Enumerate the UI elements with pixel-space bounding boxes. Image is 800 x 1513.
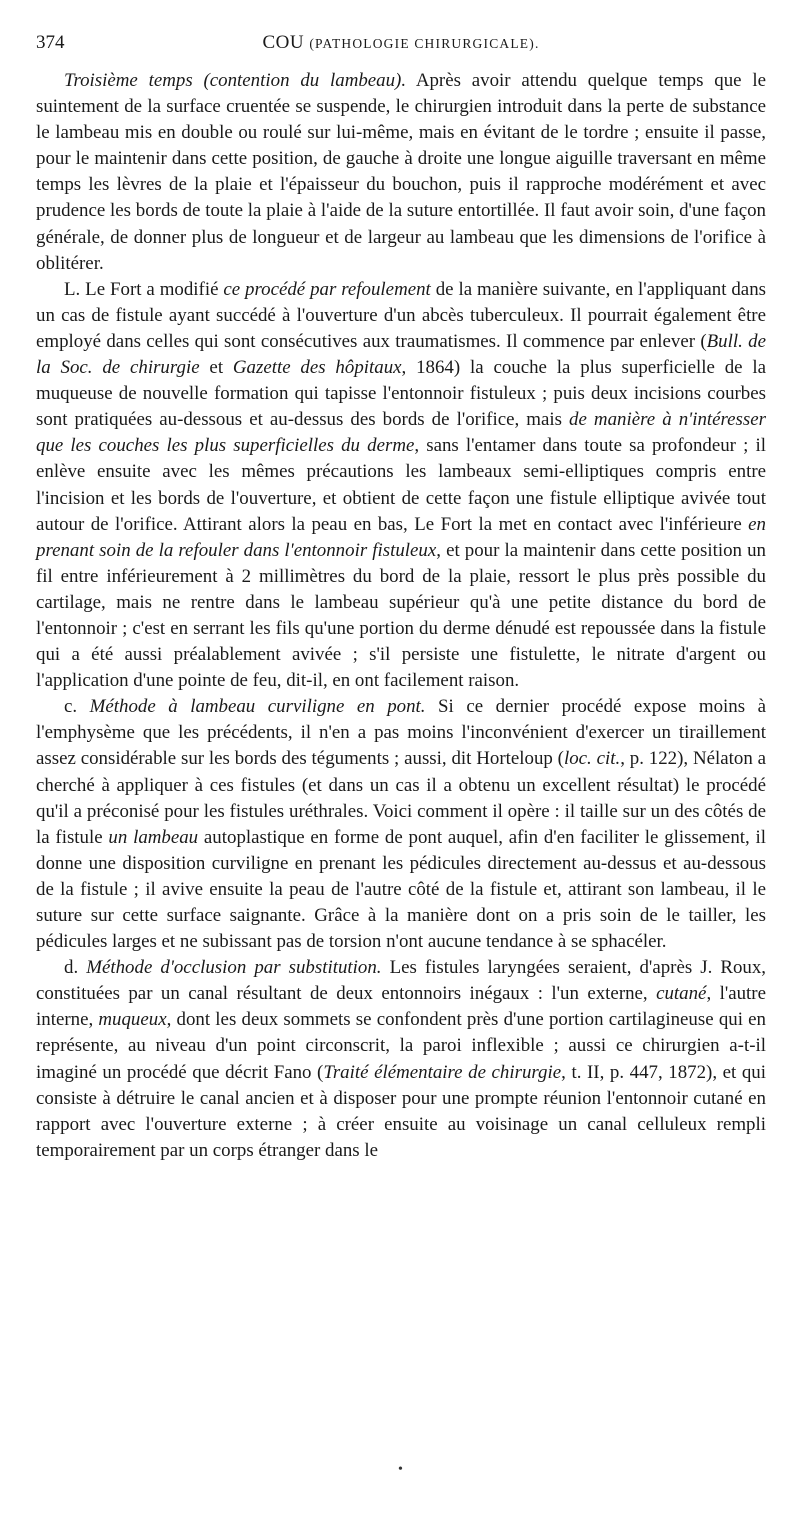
italic-run: Méthode d'occlusion par substitution. [86, 957, 382, 979]
paragraph-method-c [36, 694, 766, 955]
page-header [36, 30, 766, 60]
paragraph-le-fort [36, 277, 766, 695]
document-page [36, 30, 766, 1164]
text-run: , dont les deux sommets se confondent près d'une portion cartilagineuse qui en représente, au niveau d'un point circonscrit, la paroi inflexible ; aussi ce chirurgien a-t-il imaginé un procédé que décrit Fano ( [36, 1009, 766, 1083]
text-run: , l'autre interne, [36, 983, 766, 1031]
text-run: , t. II, p. 447, 1872), et qui consiste à détruire le canal ancien et à disposer pour une prompte réunion l'entonnoir cutané en rapport avec l'ouverture externe ; à créer ensuite au voisinage un canal celluleux rempli temporairement par un corps étranger dans le [36, 1061, 766, 1161]
paragraph-third-time [36, 68, 766, 277]
paragraph-method-d [36, 955, 766, 1164]
running-title [36, 30, 766, 57]
text-run: , sans l'entamer dans toute sa profondeur ; il enlève ensuite avec les mêmes précautions les lambeaux semi-elliptiques compris entre l'incision et les bords de l'ouverture, et obtient de cette façon une fistule elliptique avivée tout autour de l'orifice. Attirant alors la peau en bas, Le Fort la met en contact avec l'inférieure [36, 435, 766, 535]
italic-run: de manière à n'intéresser que les couches les plus superficielles du derme [36, 409, 766, 457]
italic-run: loc. cit. [563, 748, 621, 770]
text-run: , et pour la maintenir dans cette position un fil entre inférieurement à 2 millimètres du bord de la plaie, ressort le plus près possible du cartilage, mais ne rentre dans le lambeau supérieur qu'à une petite distance du bord de l'entonnoir ; c'est en serrant les fils qu'une portion du derme dénudé est repoussée dans la fistule qui a été aussi préalablement avivée ; s'il persiste une fistulette, le nitrate d'argent ou l'application d'une pointe de feu, dit-il, en ont facilement raison. [36, 539, 766, 692]
text-run: Après avoir attendu quelque temps que le suintement de la surface cruentée se suspende, le chirurgien introduit dans la perte de substance le lambeau mis en double ou roulé sur lui-même, mais en évitant de le tordre ; ensuite il passe, pour le maintenir dans cette position, de gauche à droite une longue aiguille traversant en même temps les lèvres de la plaie et l'épaisseur du bouchon, puis il rapproche modérément et avec prudence les bords de toute la plaie à l'aide de la suture entortillée. Il faut avoir soin, d'une façon générale, de donner plus de longueur et de largeur au lambeau que les dimensions de l'orifice à oblitérer. [36, 70, 766, 274]
text-run: L. Le Fort a modifié [64, 278, 224, 300]
text-run: autoplastique en forme de pont auquel, afin d'en faciliter le glissement, il donne une disposition curviligne en prenant les pédicules directement au-dessus et au-dessous de la fistule ; il avive ensuite la peau de l'autre côté de la fistule et, attirant son lambeau, il le suture sur cette surface saignante. Grâce à la manière dont on a pris soin de le tailler, les pédicules larges et ne subissant pas de torsion n'ont aucune tendance à se sphacéler. [36, 826, 767, 953]
text-run: d. [64, 957, 87, 979]
text-run: Les fistules laryngées seraient, d'après J. Roux, constituées par un canal résultant de deux entonnoirs inégaux : l'un externe, [36, 957, 767, 1005]
italic-run: Troisième temps (contention du lambeau). [64, 70, 407, 91]
running-title-sub: (PATHOLOGIE CHIRURGICALE). [309, 36, 540, 51]
italic-run: un lambeau [108, 826, 199, 848]
italic-run: cutané [656, 983, 707, 1005]
italic-run: Bull. de la Soc. de chirurgie [36, 330, 766, 379]
body-text [36, 68, 766, 1164]
italic-run: Traité élémentaire de chirurgie [323, 1061, 562, 1083]
italic-run: muqueux [98, 1009, 167, 1031]
italic-run: Gazette des hôpitaux [232, 357, 402, 379]
text-run: , p. 122), Nélaton a cherché à appliquer à ces fistules (et dans un cas il a obtenu un excellent résultat) le procédé qu'il a préconisé pour les fistules uréthrales. Voici comment il opère : il taille sur un des côtés de la fistule [36, 748, 766, 848]
page-number: 374 [36, 32, 65, 53]
text-run: , 1864) la couche la plus superficielle de la muqueuse de nouvelle formation qui tapisse l'entonnoir fistuleux ; puis deux incisions courbes sont pratiquées au-dessous et au-dessus des bords de l'orifice, mais [36, 357, 766, 431]
text-run: de la manière suivante, en l'appliquant dans un cas de fistule ayant succédé à l'ouverture d'un abcès tuberculeux. Il pourrait également être employé dans celles qui sont consécutives aux traumatismes. Il commence par enlever ( [36, 278, 766, 352]
text-run: Si ce dernier procédé expose moins à l'emphysème que les précédents, il n'en a pas moins l'inconvénient d'exercer un tiraillement assez considérable sur les bords des téguments ; aussi, dit Horteloup ( [36, 696, 766, 770]
text-run: et [199, 357, 233, 379]
italic-run: en prenant soin de la refouler dans l'entonnoir fistuleux [36, 513, 766, 561]
italic-run: Méthode à lambeau curviligne en pont. [89, 696, 426, 718]
footer-mark: • [398, 1462, 403, 1477]
italic-run: ce procédé par refoulement [223, 278, 431, 300]
running-title-main: COU [262, 32, 305, 53]
text-run: c. [64, 696, 90, 718]
